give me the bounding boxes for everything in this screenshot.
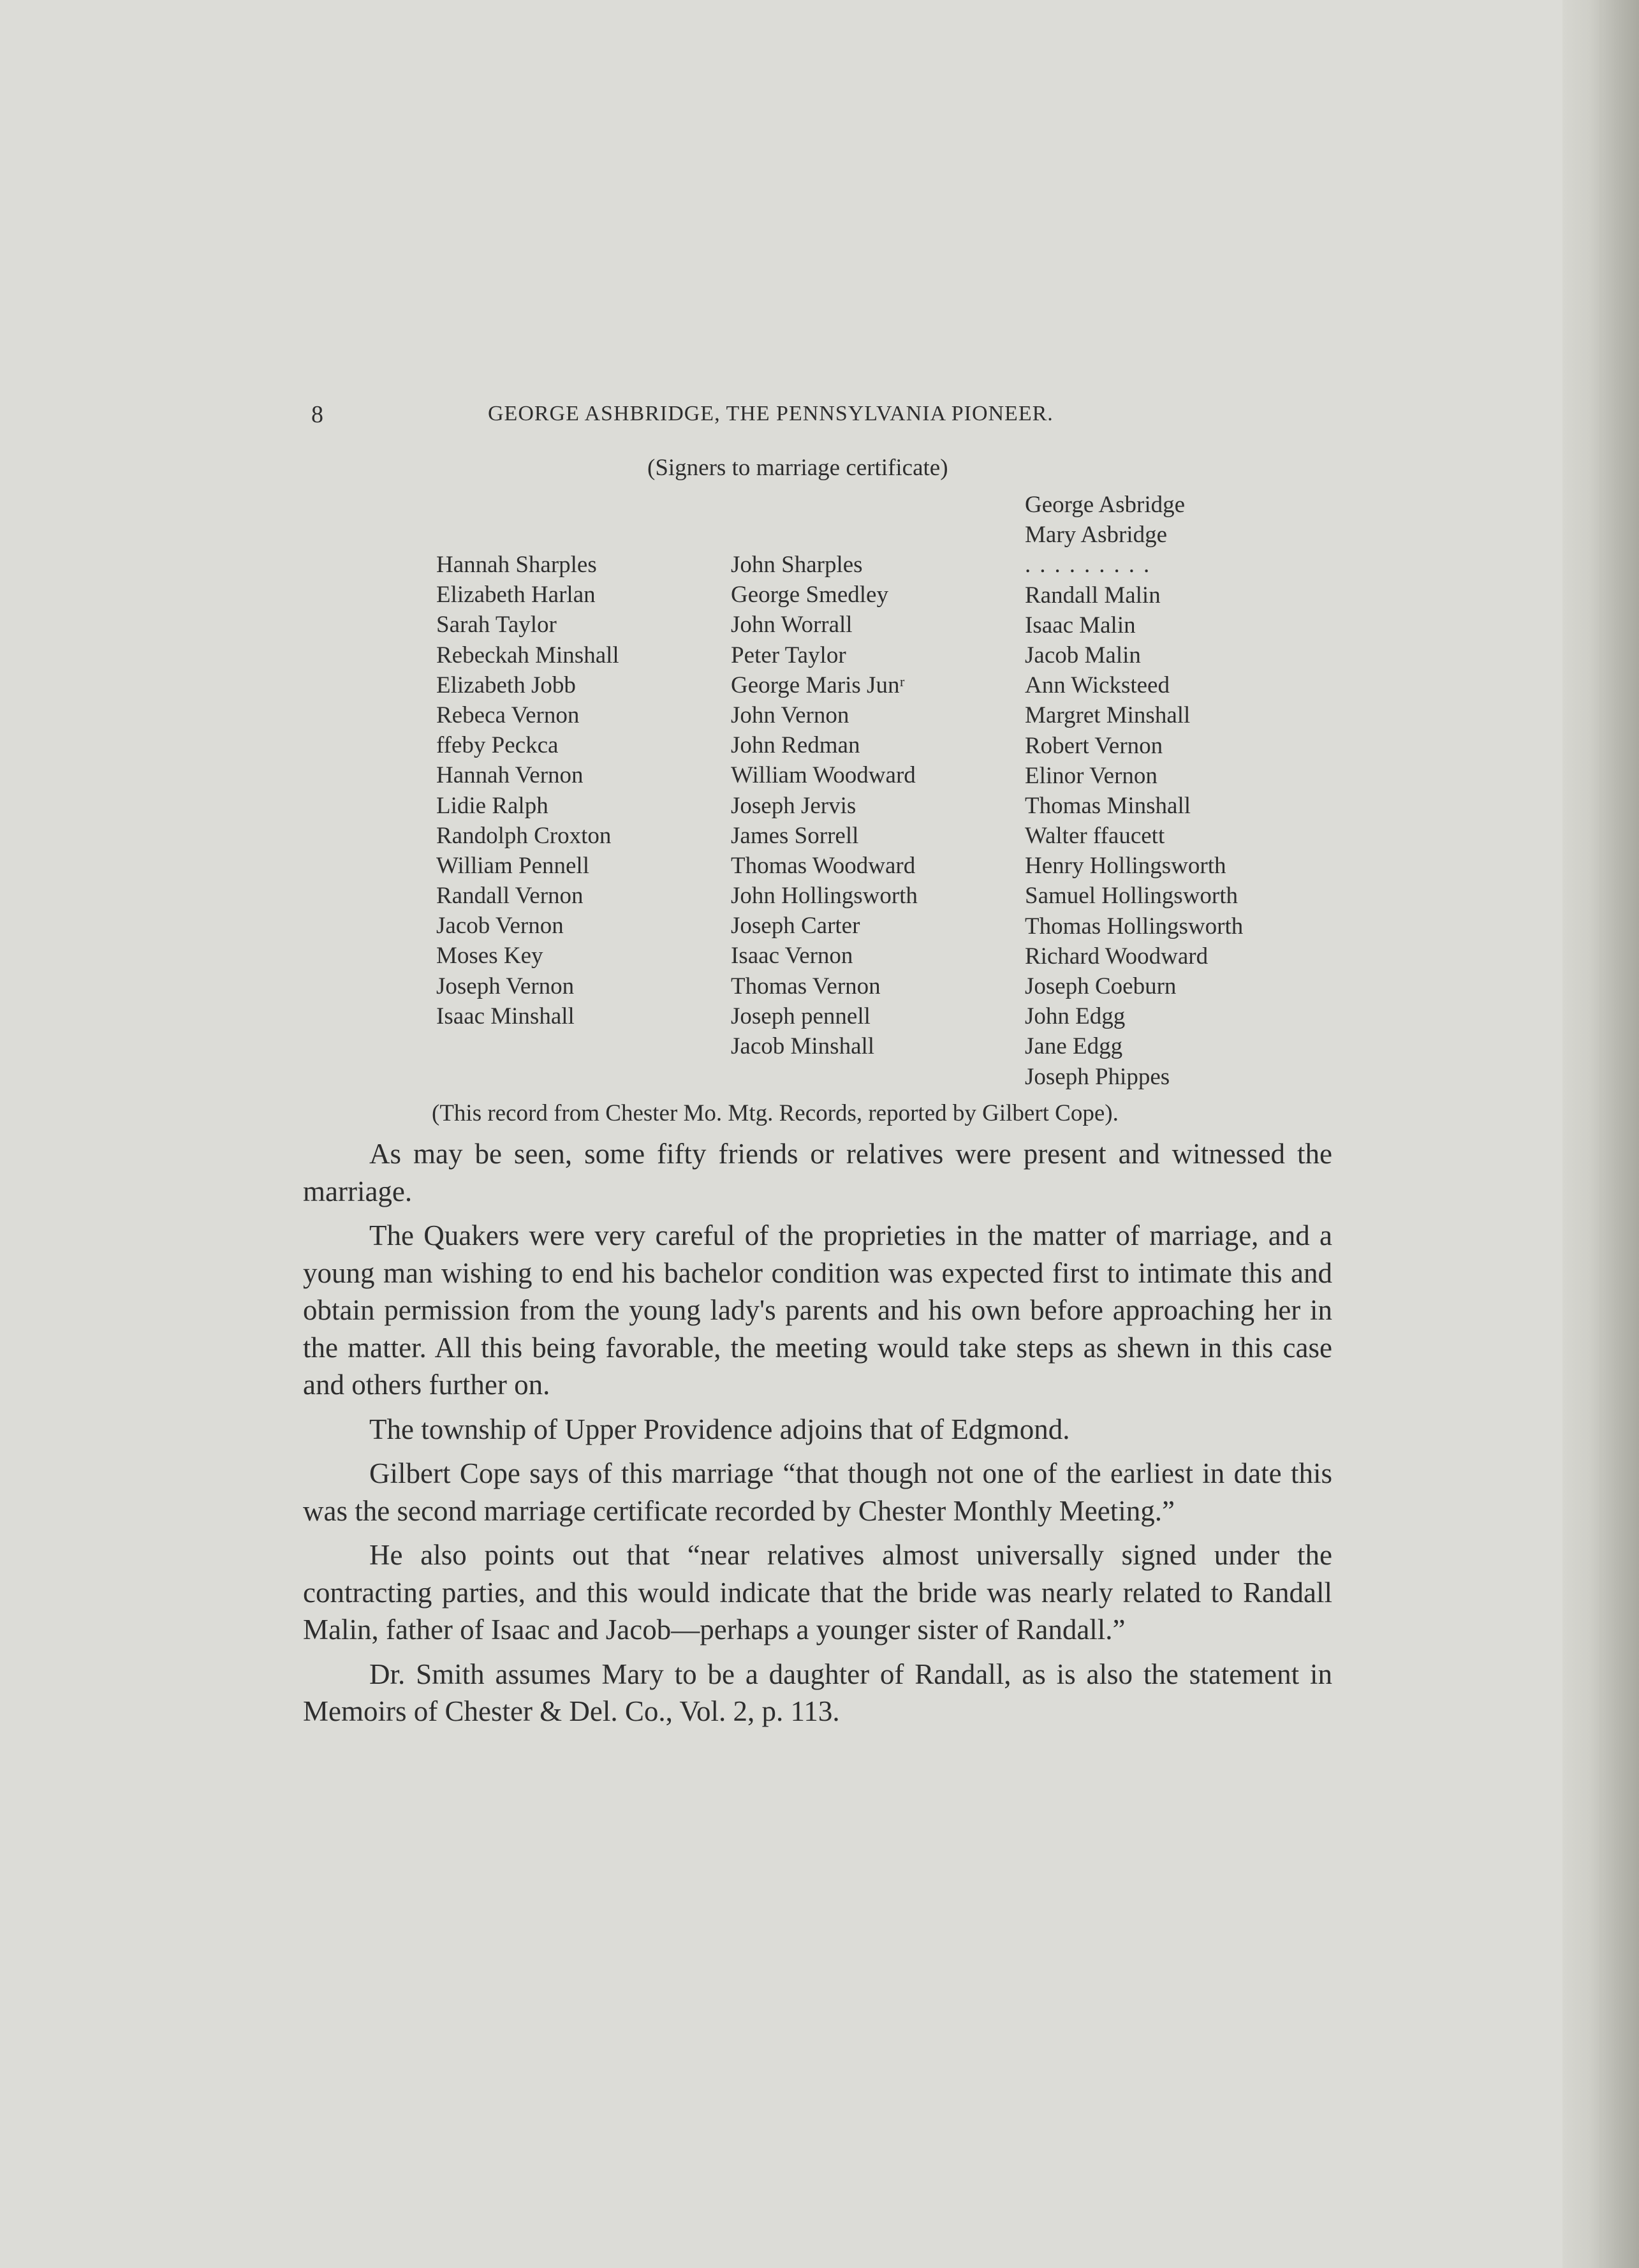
body-text [303,1135,1332,1737]
signers-caption: (Signers to marriage certificate) [647,455,948,481]
paragraph: Gilbert Cope says of this marriage “that though not one of the earliest in date this was the second marriage certificate recorded by Chester Monthly Meeting.” [303,1457,1332,1527]
signer-name: Jacob Minshall [731,1033,875,1059]
page-header [311,401,1159,439]
signer-name: Thomas Minshall [1025,792,1191,819]
signer-name: Robert Vernon [1025,732,1163,759]
signer-name: Joseph pennell [731,1003,871,1029]
principal-signer-name: George Asbridge [1025,492,1186,518]
running-title: GEORGE ASHBRIDGE, THE PENNSYLVANIA PIONEER. [488,402,1054,425]
dotted-separator: ......... [1025,552,1159,578]
signer-name: William Woodward [731,762,916,789]
signer-name: Margret Minshall [1025,702,1191,729]
signer-name: Moses Key [436,943,543,969]
signer-name: George Maris Junʳ [731,672,905,698]
signer-name: John Redman [731,732,860,759]
paragraph: He also points out that “near relatives almost universally signed under the contracting parties, and this would indicate that the bride was nearly related to Randall Malin, father of Isaac and Jacob—perhaps a younger sister of Randall.” [303,1539,1332,1646]
signer-name: Hannah Vernon [436,762,584,789]
signer-name: Hannah Sharples [436,552,597,578]
signer-name: Thomas Vernon [731,973,881,999]
signer-name: Randall Malin [1025,582,1161,608]
page-number: 8 [311,401,324,428]
signer-name: Henry Hollingsworth [1025,853,1226,880]
signer-name: Rebeca Vernon [436,702,580,728]
signer-name: William Pennell [436,852,589,879]
signer-name: Isaac Vernon [731,943,853,969]
signer-name: James Sorrell [731,822,859,849]
signer-name: Sarah Taylor [436,612,557,638]
signer-name: Elizabeth Jobb [436,672,576,698]
signer-name: Isaac Malin [1025,612,1136,638]
signer-name: Jacob Vernon [436,913,564,939]
signer-name: John Edgg [1025,1003,1126,1030]
signer-name: ffeby Peckca [436,732,559,759]
signer-name: John Hollingsworth [731,883,918,909]
signer-name: Rebeckah Minshall [436,642,619,668]
signers-column-3 [1025,490,1243,1092]
signer-name: Thomas Hollingsworth [1025,913,1244,939]
signer-name: Jane Edgg [1025,1033,1123,1060]
signer-name: Peter Taylor [731,642,846,668]
signer-name: George Smedley [731,582,888,608]
signer-name: Randolph Croxton [436,822,612,849]
signer-name: Joseph Phippes [1025,1063,1170,1090]
source-note: (This record from Chester Mo. Mtg. Records, reported by Gilbert Cope). [432,1100,1119,1126]
paragraph: Dr. Smith assumes Mary to be a daughter of Randall, as is also the statement in Memoirs of Chester & Del. Co., Vol. 2, p. 113. [303,1658,1332,1727]
signer-name: Lidie Ralph [436,792,548,819]
signers-column-2 [731,550,918,1061]
signer-name: Jacob Malin [1025,642,1141,668]
signer-name: Joseph Carter [731,913,860,939]
signer-name: Joseph Vernon [436,973,575,999]
signer-name: Isaac Minshall [436,1003,575,1029]
signer-name: Joseph Coeburn [1025,973,1177,999]
signer-name: Walter ffaucett [1025,823,1165,850]
signer-name: John Sharples [731,552,863,578]
signer-name: Randall Vernon [436,883,584,909]
signer-name: Thomas Woodward [731,852,916,879]
signer-name: Ann Wicksteed [1025,672,1170,699]
paragraph: The township of Upper Providence adjoins that of Edgmond. [369,1413,1070,1445]
signer-name: Elinor Vernon [1025,762,1158,789]
signer-name: Joseph Jervis [731,792,856,819]
paragraph: As may be seen, some fifty friends or relatives were present and witnessed the marriage. [303,1138,1332,1207]
paragraph: The Quakers were very careful of the proprieties in the matter of marriage, and a young man wishing to end his bachelor condition was expected first to intimate this and obtain permission from the young lady's parents and his own before approaching her in the matter. All this being favorable, the meeting would take steps as shewn in this case and others further on. [303,1219,1332,1401]
page-edge-line [1599,0,1602,2268]
signer-name: Richard Woodward [1025,943,1209,969]
signers-column-1 [436,550,619,1031]
signer-name: John Vernon [731,702,849,728]
signer-name: John Worrall [731,612,853,638]
signer-name: Samuel Hollingsworth [1025,883,1238,909]
signer-name: Elizabeth Harlan [436,582,596,608]
principal-signer-name: Mary Asbridge [1025,522,1167,549]
